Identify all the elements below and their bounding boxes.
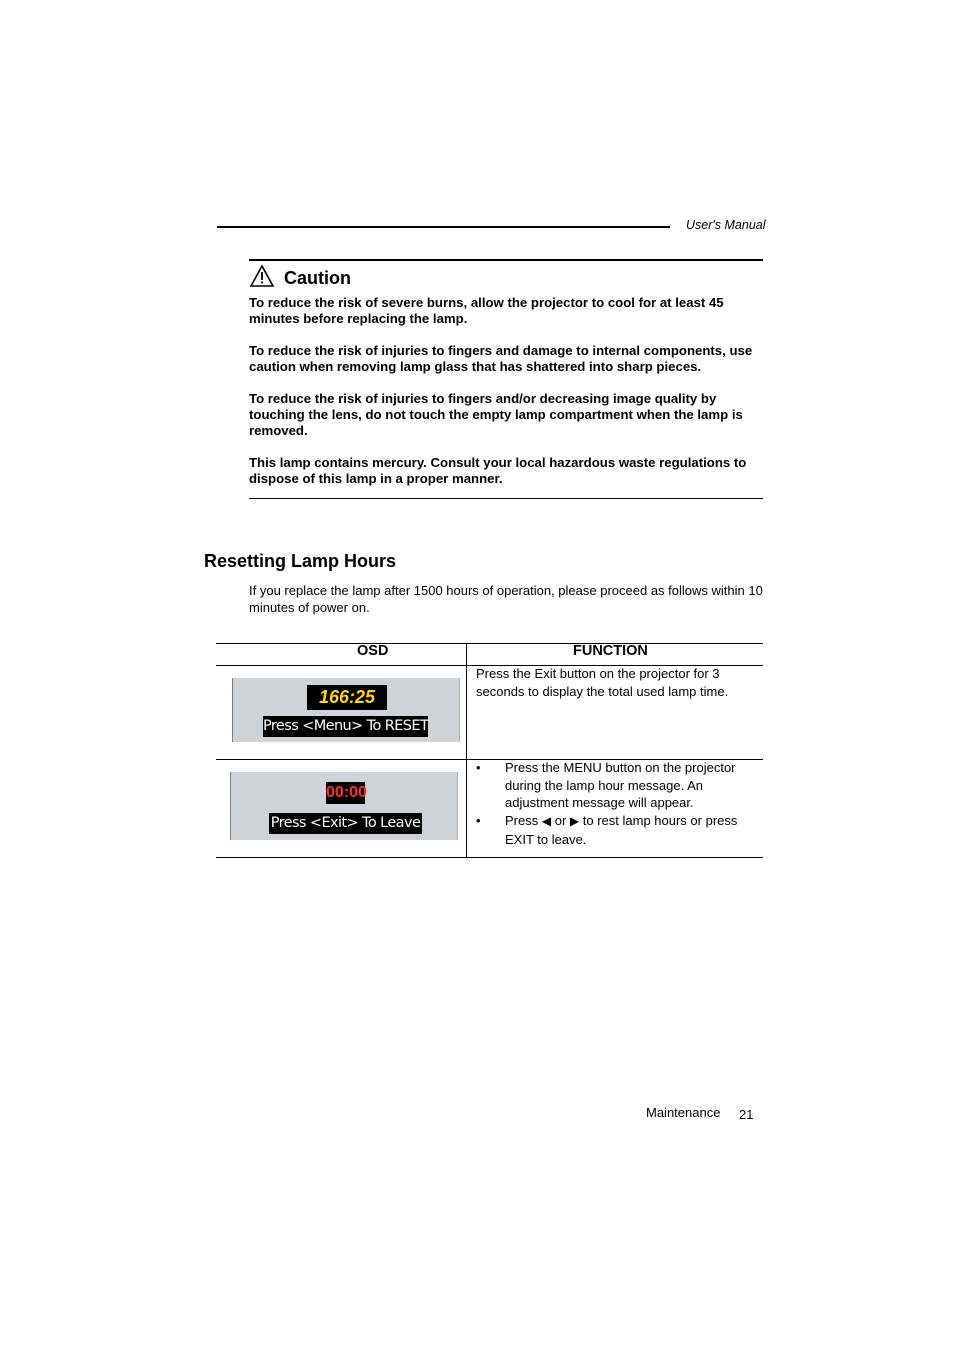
osd-message: Press <Menu> To RESET: [263, 716, 428, 737]
page-number: 21: [739, 1107, 754, 1122]
table-column-divider: [466, 643, 467, 858]
osd-screenshot-leave: [230, 772, 458, 840]
section-title: Resetting Lamp Hours: [204, 551, 397, 571]
header-rule: [217, 226, 670, 228]
function-bullet: Press the MENU button on the projector during the lamp hour message. An adjustment message will appear.: [505, 760, 736, 810]
right-arrow-icon: ▶: [569, 814, 580, 828]
function-text: Press the Exit button on the projector for 3 seconds to display the total used lamp time.: [476, 666, 729, 699]
column-header-osd: OSD: [357, 643, 389, 659]
caution-paragraph: To reduce the risk of injuries to fingers and damage to internal components, use caution when removing lamp glass that has shattered into sharp pieces.: [249, 343, 753, 374]
osd-screenshot-reset: [232, 678, 460, 742]
lamp-hour-timer: 166:25: [307, 685, 387, 710]
running-header: User's Manual: [686, 218, 766, 232]
column-header-function: FUNCTION: [573, 643, 648, 659]
lamp-hour-timer: 00:00: [326, 782, 365, 804]
bullet-marker: •: [476, 760, 481, 775]
table-bottom-rule: [216, 857, 763, 858]
bullet-text: Press: [505, 813, 539, 828]
caution-paragraph: This lamp contains mercury. Consult your local hazardous waste regulations to dispose of this lamp in a proper manner.: [249, 455, 747, 486]
bullet-marker: •: [476, 813, 481, 828]
table-top-rule: [216, 643, 763, 644]
caution-bottom-rule: [249, 498, 763, 499]
bullet-text: or: [554, 813, 567, 828]
bullet-text: to rest lamp hours or press EXIT to leave.: [505, 813, 738, 847]
caution-paragraph: To reduce the risk of severe burns, allow the projector to cool for at least 45 minutes before replacing the lamp.: [249, 295, 724, 326]
caution-top-rule: [249, 259, 763, 261]
footer-section-name: Maintenance: [646, 1105, 721, 1120]
osd-message: Press <Exit> To Leave: [269, 813, 422, 834]
left-arrow-icon: ◀: [541, 814, 552, 828]
caution-title: Caution: [284, 268, 351, 288]
section-intro: If you replace the lamp after 1500 hours of operation, please proceed as follows within 10 minutes of power on.: [249, 583, 763, 615]
warning-triangle-icon: [250, 264, 274, 288]
function-bullet: [505, 812, 757, 848]
caution-paragraph: To reduce the risk of injuries to fingers and/or decreasing image quality by touching the lens, do not touch the empty lamp compartment when the lamp is removed.: [249, 391, 743, 438]
